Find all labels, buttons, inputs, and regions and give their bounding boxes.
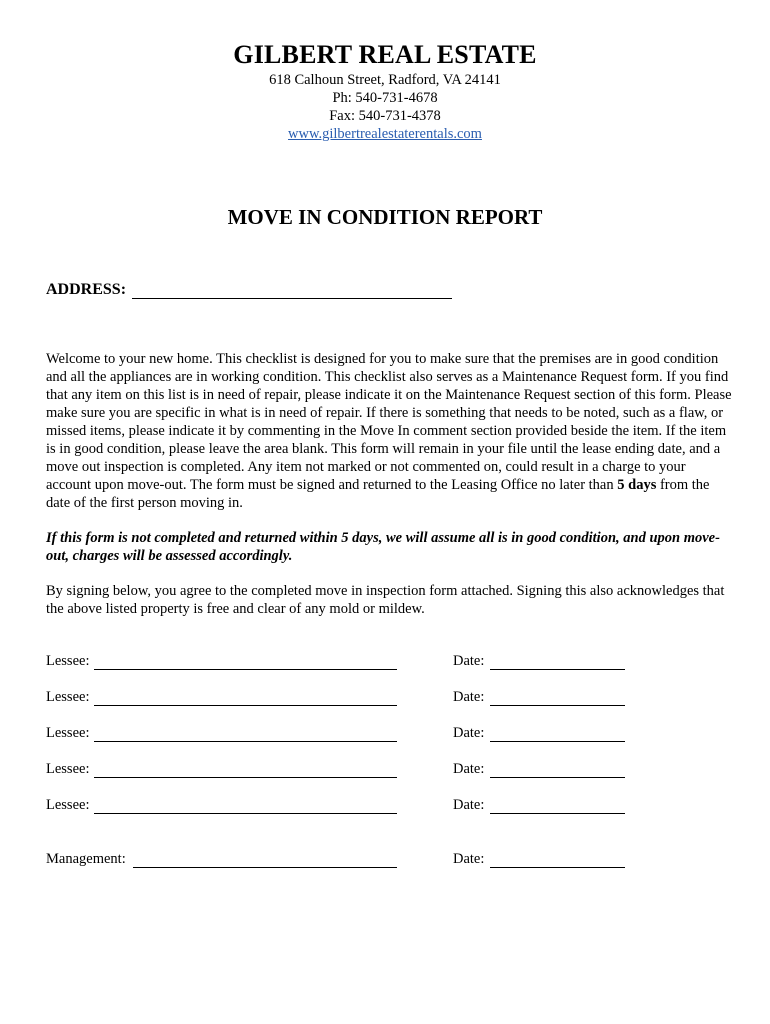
warning-paragraph: If this form is not completed and returned within 5 days, we will assume all is in good condition, and upon move-out, charges will be assessed accordingly. [46,530,720,564]
intro-text-end: from the date of the first person moving in. [46,477,710,511]
date-label: Date: [453,797,485,813]
signature-label: Lessee: [46,725,90,741]
signature-label: Lessee: [46,761,90,777]
lessee-signature-field[interactable] [94,777,397,778]
date-field[interactable] [490,813,625,814]
lessee-signature-field[interactable] [94,669,397,670]
date-label: Date: [453,689,485,705]
date-label: Date: [453,725,485,741]
page-title: MOVE IN CONDITION REPORT [227,205,543,229]
company-phone: Ph: 540-731-4678 [332,90,438,106]
company-website-link[interactable]: www.gilbertrealestaterentals.com [288,126,482,142]
date-label: Date: [453,851,485,867]
company-fax: Fax: 540-731-4378 [329,108,441,124]
date-field[interactable] [490,669,625,670]
date-field[interactable] [490,777,625,778]
lessee-signature-field[interactable] [94,813,397,814]
signature-row [46,652,736,672]
date-field[interactable] [490,705,625,706]
signature-label: Lessee: [46,653,90,669]
management-signature-field[interactable] [133,867,397,868]
signature-label: Lessee: [46,797,90,813]
date-label: Date: [453,653,485,669]
signature-row [46,724,736,744]
signature-label: Lessee: [46,689,90,705]
intro-paragraph [46,350,734,512]
address-label: ADDRESS: [46,281,127,298]
address-field[interactable] [132,282,452,299]
signature-row [46,850,736,870]
lessee-signature-field[interactable] [94,741,397,742]
deadline-text: 5 days [617,477,657,493]
company-name: GILBERT REAL ESTATE [233,40,537,69]
company-street: 618 Calhoun Street, Radford, VA 24141 [269,72,501,88]
signature-label: Management: [46,851,126,867]
signature-row [46,760,736,780]
signature-row [46,796,736,816]
lessee-signature-field[interactable] [94,705,397,706]
address-row [46,281,452,299]
intro-text: Welcome to your new home. This checklist is designed for you to make sure that the premises are in good condition and all the appliances are in working condition. This checklist also serves as a Maintenance Request form. If you find that any item on this list is in need of repair, please indicate it on the Maintenance Request section of this form. Please make sure you are specific in what is in need of repair. If there is something that needs to be noted, such as a flaw, or missed items, please indicate it by commenting in the Move In comment section provided beside the item. If the item is in good condition, please leave the area blank. This form will remain in your file until the lease ending date, and a move out inspection is completed. Any item not marked or not commented on, could result in a charge to your account upon move-out. The form must be signed and returned to the Leasing Office no later than [46,351,732,493]
date-field[interactable] [490,867,625,868]
date-label: Date: [453,761,485,777]
signature-row [46,688,736,708]
agreement-paragraph: By signing below, you agree to the completed move in inspection form attached. Signing this also acknowledges that the above listed property is free and clear of any mold or mildew. [46,583,725,617]
date-field[interactable] [490,741,625,742]
